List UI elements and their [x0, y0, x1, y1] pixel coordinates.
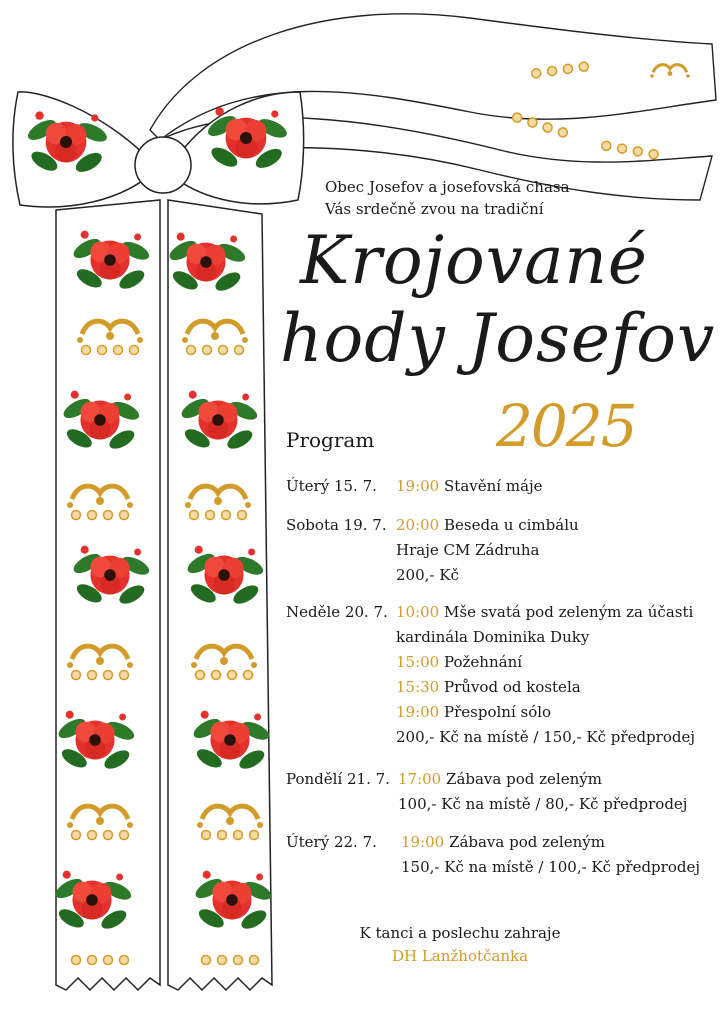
- event-text: 200,- Kč na místě / 150,- Kč předprodej: [396, 728, 695, 746]
- event-day: Sobota 19. 7.: [286, 516, 387, 534]
- event-line: [401, 855, 700, 880]
- event-text: Zábava pod zeleným: [446, 770, 602, 788]
- event-day: Úterý 22. 7.: [286, 833, 377, 851]
- event-time: 19:00: [396, 477, 440, 495]
- event-text: Požehnání: [444, 653, 523, 671]
- event-line: [398, 767, 687, 792]
- intro-line-2: Vás srdečně zvou na tradiční: [325, 200, 544, 218]
- event-day: Neděle 20. 7.: [286, 603, 388, 621]
- event-text: Přespolní sólo: [444, 703, 552, 721]
- event-line: [396, 563, 579, 588]
- event-year: 2025: [496, 392, 636, 460]
- event-line: [396, 600, 695, 625]
- event-lines: [396, 474, 543, 499]
- title-line-2: hody Josefov: [280, 300, 716, 377]
- program-heading: Program: [286, 428, 375, 452]
- event-line: [396, 700, 695, 725]
- event-time: 10:00: [396, 603, 440, 621]
- event-lines: [396, 600, 695, 750]
- event-text: kardinála Dominika Duky: [396, 628, 590, 646]
- event-text: Hraje CM Zádruha: [396, 541, 540, 559]
- event-line: [396, 538, 579, 563]
- event-lines: [401, 830, 700, 880]
- event-text: Zábava pod zeleným: [449, 833, 605, 851]
- event-time: 19:00: [401, 833, 445, 851]
- event-text: Stavění máje: [444, 477, 543, 495]
- event-time: 17:00: [398, 770, 442, 788]
- event-line: [398, 792, 687, 817]
- event-lines: [396, 513, 579, 588]
- intro-line-1: Obec Josefov a josefovská chasa: [325, 178, 570, 196]
- event-time: 15:00: [396, 653, 440, 671]
- event-line: [396, 650, 695, 675]
- title-line-1: Krojované: [300, 222, 648, 299]
- event-text: Mše svatá pod zeleným za účasti: [444, 603, 694, 621]
- event-line: [396, 513, 579, 538]
- event-day: Úterý 15. 7.: [286, 477, 377, 495]
- band-name: DH Lanžhotčanka: [391, 947, 529, 965]
- event-time: 15:30: [396, 678, 440, 696]
- invitation-text: [325, 176, 570, 220]
- event-line: [401, 830, 700, 855]
- event-text: 100,- Kč na místě / 80,- Kč předprodej: [398, 795, 688, 813]
- event-line: [396, 474, 543, 499]
- event-day: Pondělí 21. 7.: [286, 770, 390, 788]
- event-line: [396, 625, 695, 650]
- event-time: 20:00: [396, 516, 440, 534]
- event-line: [396, 675, 695, 700]
- footer: [300, 922, 620, 968]
- event-text: Beseda u cimbálu: [444, 516, 579, 534]
- event-time: 19:00: [396, 703, 440, 721]
- event-text: 200,- Kč: [396, 566, 459, 584]
- event-lines: [398, 767, 687, 817]
- event-text: 150,- Kč na místě / 100,- Kč předprodej: [401, 858, 700, 876]
- event-line: [396, 725, 695, 750]
- event-text: Průvod od kostela: [444, 678, 581, 696]
- footer-line: K tanci a poslechu zahraje: [359, 924, 561, 942]
